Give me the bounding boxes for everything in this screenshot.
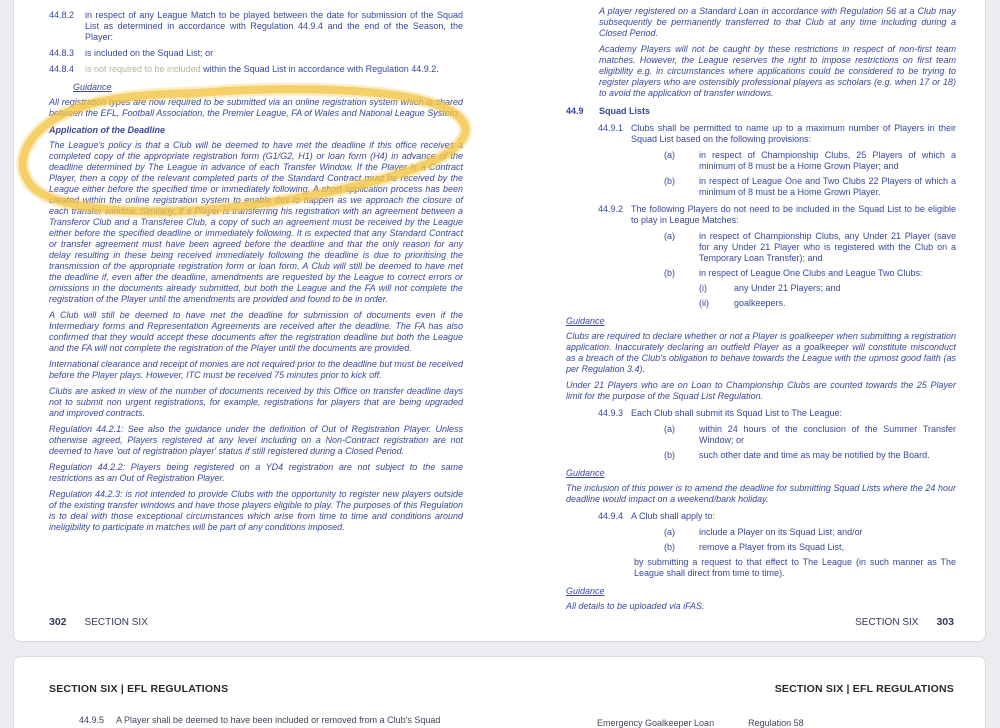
section-44-9 (566, 106, 956, 117)
guidance-heading: Guidance (566, 586, 605, 596)
clause-text: Each Club shall submit its Squad List to The League: (631, 408, 842, 418)
index-label: Emergency Goalkeeper Loan (597, 718, 715, 728)
subclause-text: in respect of Championship Clubs, any Under 21 Player (save for any Under 21 Player who is registered with the Club on a Temporary Loan Transfer); and (699, 231, 956, 263)
subclause-b (664, 176, 956, 198)
guidance-paragraph: Academy Players will not be caught by these restrictions in respect of non-first team matches. However, the League reserves the right to impose restrictions on first team eligibility e.g. in circumstances where applications could be considered to be trying to register players who are ostensibly professional players as scholars (e.g. when 17 or 18) to avoid the application of transfer windows. (599, 44, 956, 98)
clause-number: 44.9.1 (598, 123, 624, 133)
subsubclause-label: (i) (699, 283, 707, 293)
page-number: 303 (936, 616, 954, 628)
clause-text: in respect of any League Match to be played between the date for submission of the Squad List as determined in accordance with Regulation 44.9.4 and the end of the Season, the Player: (85, 10, 463, 42)
page-303-content (566, 6, 956, 617)
subclause-a (664, 231, 956, 264)
subclause-text: remove a Player from its Squad List, (699, 542, 845, 552)
clause-number: 44.9.5 (79, 715, 105, 725)
guidance-paragraph: A player registered on a Standard Loan in accordance with Regulation 56 at a Club may subsequently be permanently transferred to that Club at any time including during a Closed Period. (599, 6, 956, 38)
clause-text-faded: is not required to be included (85, 64, 204, 74)
clause-text: A Club shall apply to: (631, 511, 716, 521)
section-number: 44.9 (566, 106, 584, 116)
clause-44-9-2 (598, 204, 956, 226)
subclause-b (664, 542, 956, 553)
subclause-a (664, 424, 956, 446)
clause-44-9-4 (598, 511, 956, 522)
guidance-paragraph: International clearance and receipt of monies are not required prior to the deadline but must be received before the Player plays. However, ITC must be received 75 minutes prior to kick off. (49, 359, 463, 380)
subclause-label: (b) (664, 176, 675, 186)
next-page-spread (13, 656, 986, 728)
clause-number: 44.9.2 (598, 204, 624, 214)
guidance-paragraph: Regulation 44.2.2: Players being registered on a YD4 registration are not subject to the same restrictions as an Out of Registration Player. (49, 462, 463, 483)
page-spread-302-303 (13, 0, 986, 642)
running-header-left: SECTION SIX | EFL REGULATIONS (49, 683, 229, 695)
clause-number: 44.9.3 (598, 408, 624, 418)
guidance-paragraph: Clubs are required to declare whether or not a Player is goalkeeper when submitting a registration application. Inaccurately declaring an outfield Player as a goalkeeper will constitute misconduct as a breach of the Club's obligation to behave towards the League with the upmost good faith (as per Regulation 3.4). (566, 331, 956, 374)
subclause-label: (b) (664, 450, 675, 460)
subclause-label: (a) (664, 150, 675, 160)
section-label: SECTION SIX (855, 617, 919, 628)
subclause-text: within 24 hours of the conclusion of the Summer Transfer Window; or (699, 424, 956, 445)
subclause-text: such other date and time as may be notified by the Board. (699, 450, 930, 460)
guidance-paragraph: A Club will still be deemed to have met the deadline for submission of documents even if the Intermediary forms and Representation Agreements are received after the deadline. The FA has also confirmed that they would accept these documents after the registration deadline but both the League and the FA will not complete the registration of the Player until the documents are provided. (49, 310, 463, 353)
guidance-paragraph: All details to be uploaded via iFAS. (566, 601, 705, 611)
subclause-text: include a Player on its Squad List; and/or (699, 527, 863, 537)
clause-text: The following Players do not need to be included in the Squad List to be eligible to play in League Matches: (631, 204, 956, 225)
clause-44-9-3 (598, 408, 956, 419)
subsubclause-text: any Under 21 Players; and (734, 283, 841, 293)
guidance-paragraph: Regulation 44.2.3: is not intended to provide Clubs with the opportunity to register new players outside of the existing transfer windows and have those players eligible to play. The purposes of this Regulation is to deal with those exceptional circumstances which arise from time to time and conditions around ineligibility to participate in matches will be part of any conditions imposed. (49, 489, 463, 532)
subclause-b (664, 268, 956, 309)
guidance-paragraph: The inclusion of this power is to amend the deadline for submitting Squad Lists where the 24 hour deadline would impact on a weekend/bank holiday. (566, 483, 956, 504)
subclause-label: (a) (664, 527, 675, 537)
subclause-a (664, 150, 956, 172)
guidance-heading: Guidance (566, 316, 605, 326)
subsubclause-i (699, 283, 956, 294)
guidance-heading: Guidance (73, 82, 112, 92)
section-title: Squad Lists (599, 106, 651, 116)
subclause-text (699, 268, 956, 309)
clause-text (85, 64, 463, 75)
guidance-heading: Guidance (566, 468, 605, 478)
clause-number: 44.8.2 (49, 10, 75, 20)
running-header-right: SECTION SIX | EFL REGULATIONS (774, 683, 954, 695)
subclause-text: in respect of League One and Two Clubs 22 Players of which a minimum of 8 must be a Home Grown Player. (699, 176, 956, 197)
guidance-paragraph: Regulation 44.2.1: See also the guidance under the definition of Out of Registration Player. Unless otherwise agreed, Players registered at any level including on a Non-Contract registration are not deemed to have 'out of registration player' status if still registered during a Closed Period. (49, 424, 463, 456)
clause-number: 44.8.4 (49, 64, 75, 74)
clause-44-8-4 (49, 64, 463, 75)
page-302-content (49, 10, 463, 538)
subclause-label: (a) (664, 231, 675, 241)
clause-text: Clubs shall be permitted to name up to a maximum number of Players in their Squad List based on the following provisions: (631, 123, 956, 144)
subclause-b (664, 450, 956, 461)
guidance-paragraph: All registration types are now required to be submitted via an online registration system which is shared between the EFL, Football Association, the Premier League, FA of Wales and National League System. (49, 97, 463, 118)
clause-text: is included on the Squad List; or (85, 48, 214, 58)
index-row (597, 718, 804, 728)
section-label: SECTION SIX (84, 617, 148, 628)
page-303-footer (855, 617, 954, 628)
guidance-paragraph: Clubs are asked in view of the number of documents received by this Office on transfer deadline days not to submit non urgent registrations, for example, registrations for players that are being upgraded and improved contracts. (49, 386, 463, 418)
subclause-label: (a) (664, 424, 675, 434)
clause-closing-text: by submitting a request to that effect to The League (in such manner as The League shall direct from time to time). (634, 557, 956, 578)
subclause-label: (b) (664, 268, 675, 278)
page-302-footer (49, 617, 148, 628)
clause-44-8-3 (49, 48, 463, 59)
clause-text: A Player shall be deemed to have been included or removed from a Club's Squad (116, 715, 441, 725)
clause-number: 44.9.4 (598, 511, 624, 521)
guidance-paragraph: The League's policy is that a Club will be deemed to have met the deadline if this office receives a completed copy of the appropriate registration form (G1/G2, H1) or loan form (H4) in advance of the deadline determined by The League in advance of each Transfer Window. If the Player is a Contract Player, then a copy of the relevant completed parts of the Standard Contract must be received by the League either before the specified time or immediately following. A short application process has been created within the online registration system to enable this to happen as we approach the closure of each transfer window. Similarly, if a Player is transferring his registration with an agreement between a Transferor Club and a Transferee Club, a copy of such an agreement must be received by the League either before the specified deadline or immediately following. It is expected that any Standard Contract or transfer agreement must have been agreed before the deadline and that the only reason for any delay resulting in these being received immediately following the deadline is due to prioritising the transmission of the appropriate registration form or loan form. A Club will still be deemed to have met the deadline if, even after the deadline, amendments are requested by the League to correct errors or omissions in the documents already submitted, but both the League and the FA will not complete the registration of the Player until the amendments are provided and found to be in order. (49, 140, 463, 304)
subsubclause-text: goalkeepers. (734, 298, 786, 308)
subsubclause-ii (699, 298, 956, 309)
clause-number: 44.8.3 (49, 48, 75, 58)
subclause-text-line: in respect of League One Clubs and League Two Clubs: (699, 268, 923, 278)
subclause-text: in respect of Championship Clubs, 25 Players of which a minimum of 8 must be a Home Grown Player; and (699, 150, 956, 171)
clause-44-8-2 (49, 10, 463, 43)
clause-text-rest: within the Squad List in accordance with Regulation 44.9.2. (203, 64, 439, 74)
subsubclause-label: (ii) (699, 298, 709, 308)
subclause-label: (b) (664, 542, 675, 552)
page-number: 302 (49, 616, 67, 628)
guidance-paragraph: Under 21 Players who are on Loan to Championship Clubs are counted towards the 25 Player limit for the purpose of the Squad List Regulation. (566, 380, 956, 401)
clause-44-9-1 (598, 123, 956, 145)
application-of-deadline-heading: Application of the Deadline (49, 125, 166, 135)
index-value: Regulation 58 (748, 718, 804, 728)
subclause-a (664, 527, 956, 538)
